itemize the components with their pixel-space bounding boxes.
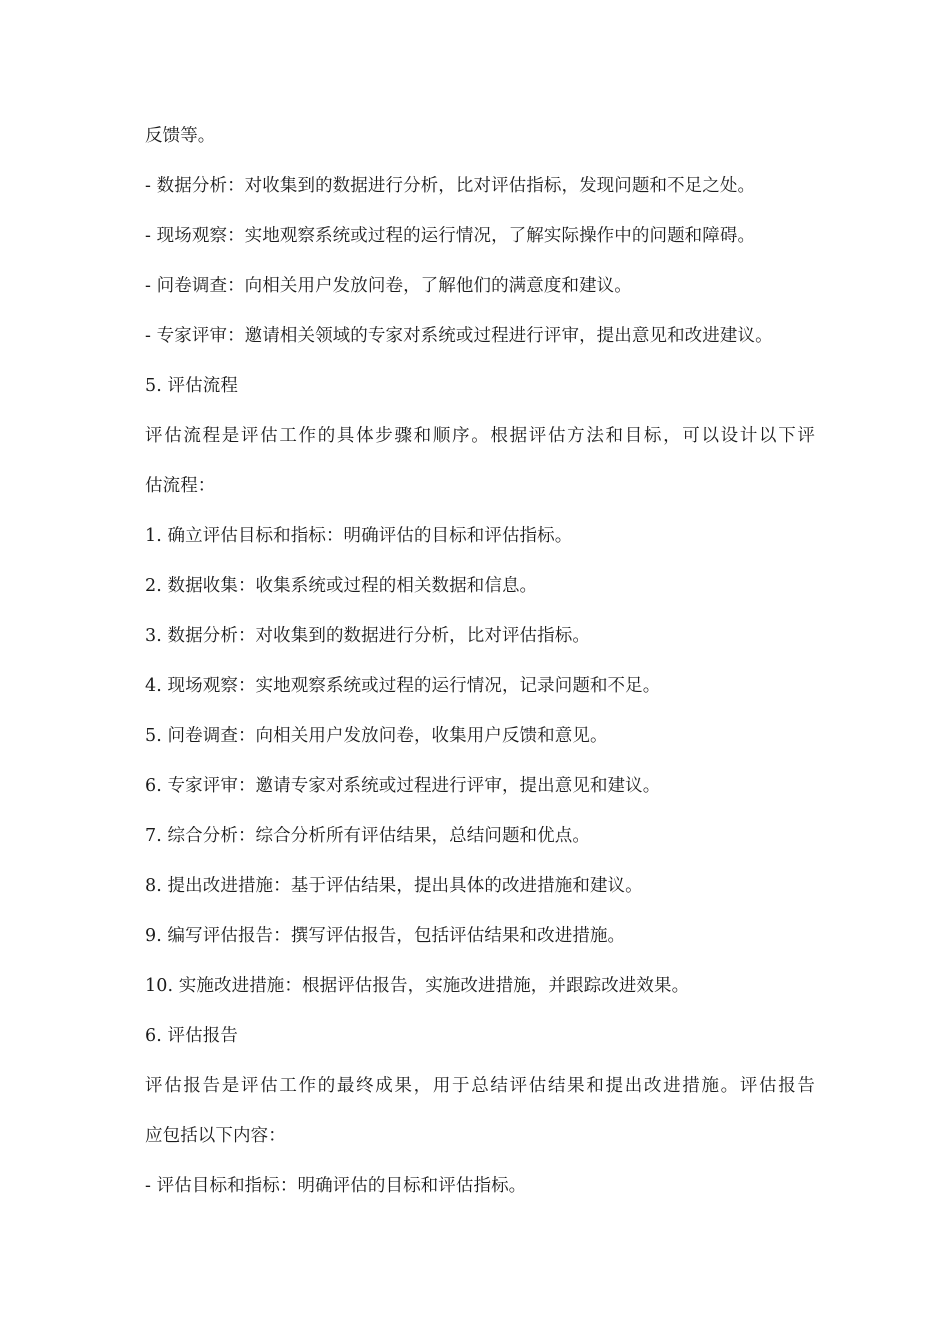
document-body	[145, 116, 815, 1216]
bullet-item-questionnaire: - 问卷调查：向相关用户发放问卷，了解他们的满意度和建议。	[145, 276, 632, 296]
bullet-item-site-observation: - 现场观察：实地观察系统或过程的运行情况，了解实际操作中的问题和障碍。	[145, 226, 756, 246]
numbered-item-10: 10. 实施改进措施：根据评估报告，实施改进措施，并跟踪改进效果。	[145, 976, 690, 996]
bullet-item-data-analysis: - 数据分析：对收集到的数据进行分析，比对评估指标，发现问题和不足之处。	[145, 176, 756, 196]
numbered-item-4: 4. 现场观察：实地观察系统或过程的运行情况，记录问题和不足。	[145, 676, 661, 696]
numbered-item-3: 3. 数据分析：对收集到的数据进行分析，比对评估指标。	[145, 626, 590, 646]
numbered-item-1: 1. 确立评估目标和指标：明确评估的目标和评估指标。	[145, 526, 573, 546]
paragraph-line: 估流程：	[145, 476, 216, 496]
bullet-item-expert-review: - 专家评审：邀请相关领域的专家对系统或过程进行评审，提出意见和改进建议。	[145, 326, 773, 346]
numbered-item-2: 2. 数据收集：收集系统或过程的相关数据和信息。	[145, 576, 538, 596]
paragraph-line: 评估流程是评估工作的具体步骤和顺序。根据评估方法和目标，可以设计以下评	[145, 426, 815, 446]
numbered-item-8: 8. 提出改进措施：基于评估结果，提出具体的改进措施和建议。	[145, 876, 643, 896]
numbered-item-6: 6. 专家评审：邀请专家对系统或过程进行评审，提出意见和建议。	[145, 776, 661, 796]
section-heading-evaluation-process: 5. 评估流程	[145, 376, 238, 396]
paragraph-line: 应包括以下内容：	[145, 1126, 286, 1146]
bullet-item-goals-and-indicators: - 评估目标和指标：明确评估的目标和评估指标。	[145, 1176, 527, 1196]
paragraph-line: 评估报告是评估工作的最终成果，用于总结评估结果和提出改进措施。评估报告	[145, 1076, 815, 1096]
section-heading-evaluation-report: 6. 评估报告	[145, 1026, 238, 1046]
numbered-item-5: 5. 问卷调查：向相关用户发放问卷，收集用户反馈和意见。	[145, 726, 608, 746]
paragraph-line: 反馈等。	[145, 126, 216, 146]
numbered-item-7: 7. 综合分析：综合分析所有评估结果，总结问题和优点。	[145, 826, 590, 846]
numbered-item-9: 9. 编写评估报告：撰写评估报告，包括评估结果和改进措施。	[145, 926, 626, 946]
